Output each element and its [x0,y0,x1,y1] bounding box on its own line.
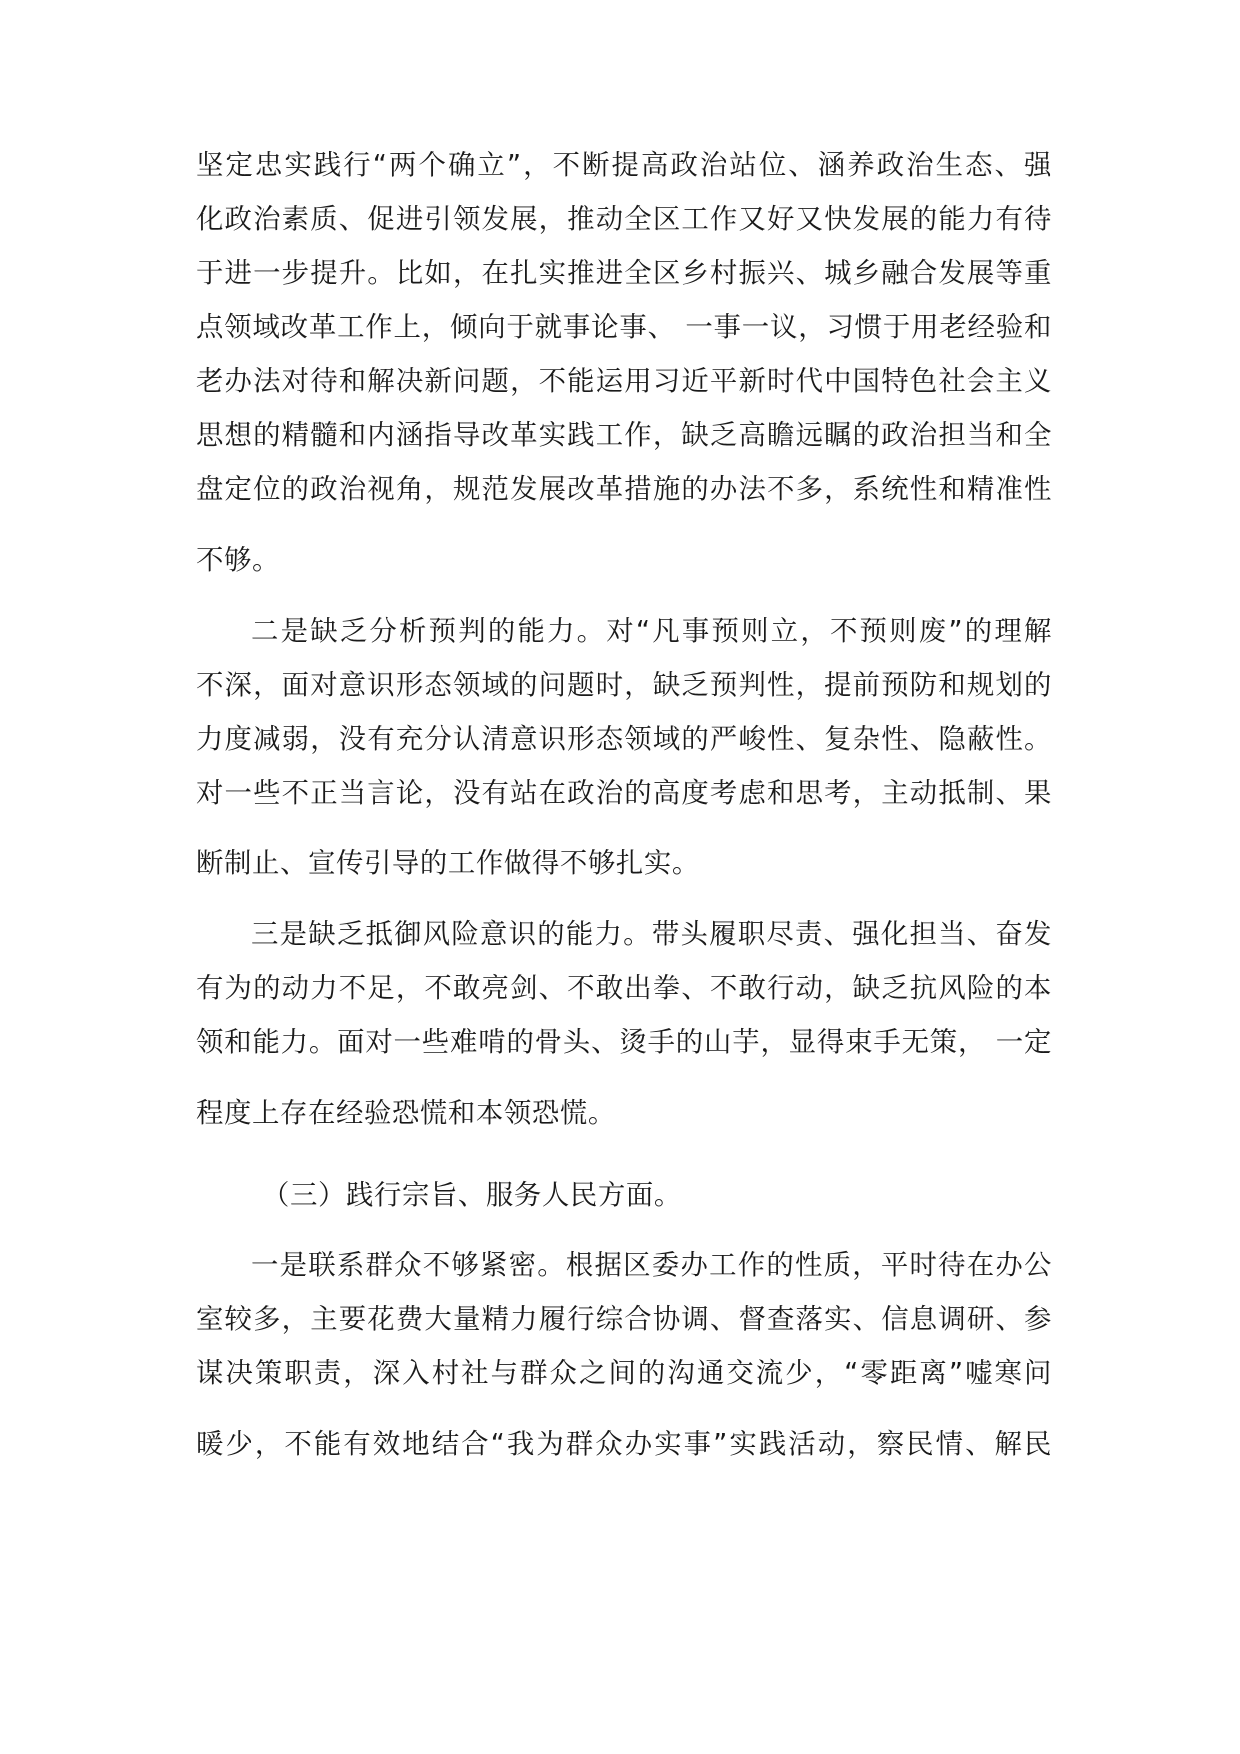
paragraph-line: 三是缺乏抵御风险意识的能力。带头履职尽责、强化担当、奋发 [251,919,1052,950]
paragraph-line: 对一些不正当言论，没有站在政治的高度考虑和思考，主动抵制、果 [196,778,1052,809]
paragraph-line: 化政治素质、促进引领发展，推动全区工作又好又快发展的能力有待 [196,204,1052,235]
paragraph-line: 有为的动力不足，不敢亮剑、不敢出拳、不敢行动，缺乏抗风险的本 [196,973,1052,1004]
paragraph-line: 程度上存在经验恐慌和本领恐慌。 [196,1098,616,1129]
paragraph-line: 不够。 [196,545,280,576]
paragraph-line: 力度减弱，没有充分认清意识形态领域的严峻性、复杂性、隐蔽性。 [196,724,1052,755]
paragraph-line: 二是缺乏分析预判的能力。对“凡事预则立，不预则废”的理解 [251,616,1052,647]
paragraph-line: 老办法对待和解决新问题，不能运用习近平新时代中国特色社会主义 [196,366,1052,397]
paragraph-line: 点领域改革工作上，倾向于就事论事、 一事一议，习惯于用老经验和 [196,312,1052,343]
paragraph-line: 于进一步提升。比如，在扎实推进全区乡村振兴、城乡融合发展等重 [196,258,1052,289]
paragraph-line: 领和能力。面对一些难啃的骨头、烫手的山芋，显得束手无策， 一定 [196,1027,1052,1058]
paragraph-line: 室较多，主要花费大量精力履行综合协调、督查落实、信息调研、参 [196,1304,1052,1335]
paragraph-line: 暖少，不能有效地结合“我为群众办实事”实践活动，察民情、解民 [196,1429,1052,1460]
paragraph-line: 不深，面对意识形态领域的问题时，缺乏预判性，提前预防和规划的 [196,670,1052,701]
paragraph-line: 坚定忠实践行“两个确立”，不断提高政治站位、涵养政治生态、强 [196,150,1052,181]
paragraph-line: 盘定位的政治视角，规范发展改革措施的办法不多，系统性和精准性 [196,474,1052,505]
paragraph-line: 思想的精髓和内涵指导改革实践工作，缺乏高瞻远瞩的政治担当和全 [196,420,1052,451]
section-heading: （三）践行宗旨、服务人民方面。 [262,1180,682,1211]
paragraph-line: 一是联系群众不够紧密。根据区委办工作的性质，平时待在办公 [251,1250,1052,1281]
paragraph-line: 谋决策职责，深入村社与群众之间的沟通交流少，“零距离”嘘寒问 [196,1358,1052,1389]
paragraph-line: 断制止、宣传引导的工作做得不够扎实。 [196,848,700,879]
